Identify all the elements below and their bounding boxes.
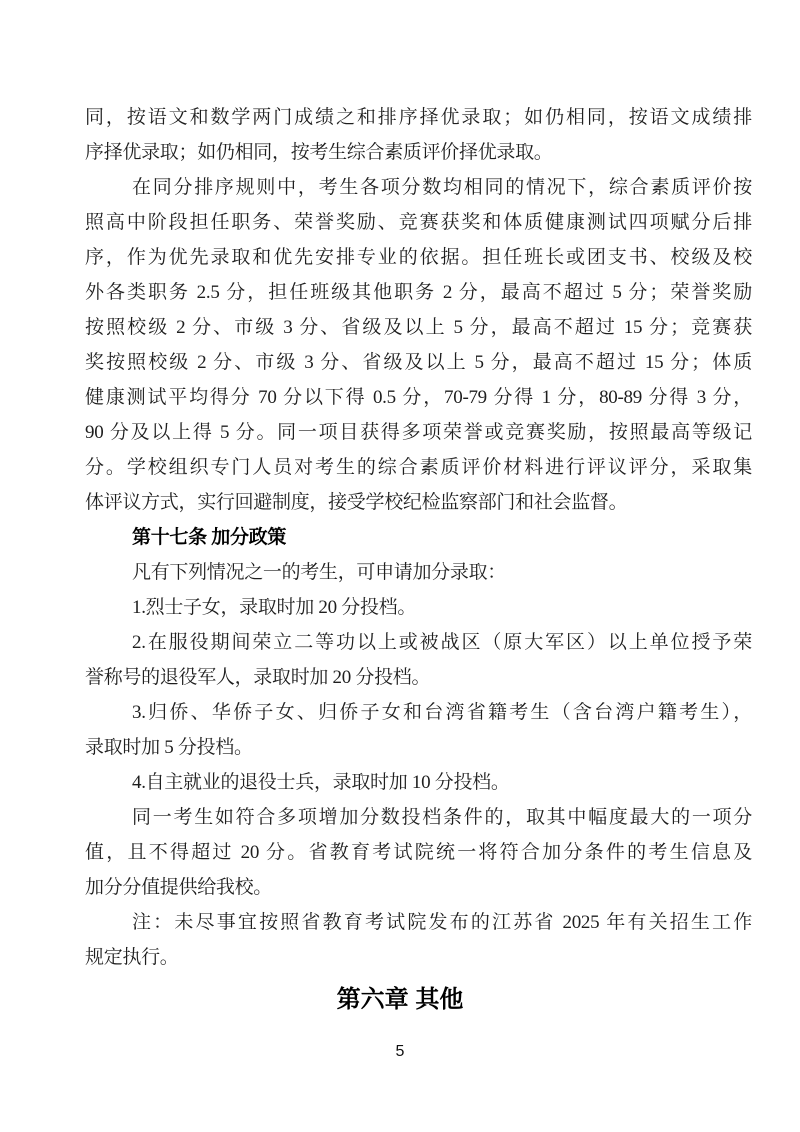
document-body	[85, 100, 752, 975]
text-line: 按照校级 2 分、市级 3 分、省级及以上 5 分，最高不超过 15 分；竞赛获	[85, 317, 752, 338]
article-heading-line: 第十七条 加分政策	[132, 527, 287, 548]
text-line: 体评议方式，实行回避制度，接受学校纪检监察部门和社会监督。	[85, 492, 628, 513]
text-line: 奖按照校级 2 分、市级 3 分、省级及以上 5 分，最高不超过 15 分；体质	[85, 352, 752, 373]
text-line: 4.自主就业的退役士兵，录取时加 10 分投档。	[132, 772, 510, 793]
text-line: 值，且不得超过 20 分。省教育考试院统一将符合加分条件的考生信息及	[85, 842, 752, 863]
text-line: 序择优录取；如仍相同，按考生综合素质评价择优录取。	[85, 142, 553, 163]
text-line: 同，按语文和数学两门成绩之和排序择优录取；如仍相同，按语文成绩排	[85, 107, 752, 128]
text-line: 同一考生如符合多项增加分数投档条件的，取其中幅度最大的一项分	[132, 807, 752, 828]
text-line: 规定执行。	[85, 947, 179, 968]
text-line: 加分分值提供给我校。	[85, 877, 273, 898]
text-line: 分。学校组织专门人员对考生的综合素质评价材料进行评议评分，采取集	[85, 457, 752, 478]
page-number: 5	[395, 1043, 405, 1060]
text-line: 照高中阶段担任职务、荣誉奖励、竞赛获奖和体质健康测试四项赋分后排	[85, 212, 752, 233]
text-line: 注：未尽事宜按照省教育考试院发布的江苏省 2025 年有关招生工作	[132, 912, 752, 933]
text-line: 序，作为优先录取和优先安排专业的依据。担任班长或团支书、校级及校	[85, 247, 752, 268]
text-line: 3.归侨、华侨子女、归侨子女和台湾省籍考生（含台湾户籍考生），	[132, 702, 752, 723]
chapter-heading: 第六章 其他	[336, 986, 464, 1013]
text-line: 1.烈士子女，录取时加 20 分投档。	[132, 597, 417, 618]
text-line: 2.在服役期间荣立二等功以上或被战区（原大军区）以上单位授予荣	[132, 632, 752, 653]
text-line: 誉称号的退役军人，录取时加 20 分投档。	[85, 667, 431, 688]
text-line: 健康测试平均得分 70 分以下得 0.5 分，70-79 分得 1 分，80-89 分得 3 分，	[85, 387, 752, 408]
text-line: 凡有下列情况之一的考生，可申请加分录取：	[132, 562, 507, 583]
text-line: 90 分及以上得 5 分。同一项目获得多项荣誉或竞赛奖励，按照最高等级记	[85, 422, 752, 443]
text-line: 外各类职务 2.5 分，担任班级其他职务 2 分，最高不超过 5 分；荣誉奖励	[85, 282, 752, 303]
text-line: 在同分排序规则中，考生各项分数均相同的情况下，综合素质评价按	[132, 177, 752, 198]
text-line: 录取时加 5 分投档。	[85, 737, 253, 758]
